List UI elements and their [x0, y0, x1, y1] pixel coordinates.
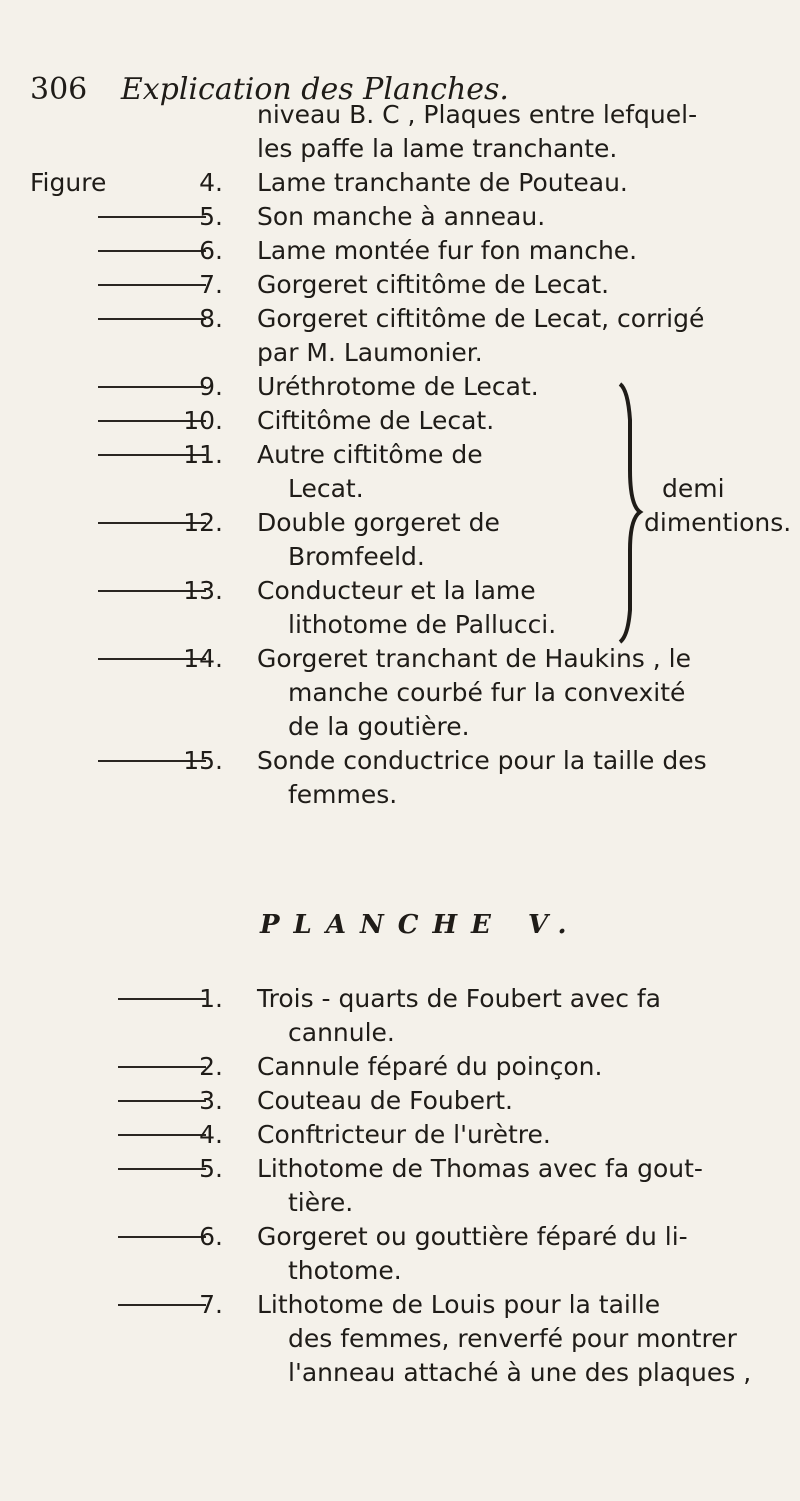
entry-number: 15. [183, 746, 223, 775]
entry-number: 7. [199, 1290, 223, 1319]
entry-text: Trois - quarts de Foubert avec fa [257, 984, 662, 1013]
entry-number: 5. [199, 1154, 223, 1183]
intro-line: niveau B. C , Plaques entre lefquel- [257, 100, 698, 129]
entry-text: Couteau de Foubert. [257, 1086, 513, 1115]
entry-text: cannule. [288, 1018, 395, 1047]
entry-text: des femmes, renverfé pour montrer [288, 1324, 737, 1353]
entry-text: Conftricteur de l'urètre. [257, 1120, 551, 1149]
entry-number: 12. [183, 508, 223, 537]
entry-text: Lame tranchante de Pouteau. [257, 168, 628, 197]
entry-number: 6. [199, 1222, 223, 1251]
entry-text: Lame montée fur fon manche. [257, 236, 638, 265]
entry-number: 1. [199, 984, 223, 1013]
entry-text: Lithotome de Thomas avec fa gout- [257, 1154, 703, 1183]
running-title: Explication des Planches. [120, 72, 509, 107]
entry-text: Conducteur et la lame [257, 576, 536, 605]
entry-text: Sonde conductrice pour la taille des [257, 746, 707, 775]
entry-text: femmes. [288, 780, 398, 809]
entry-text: Autre ciftitôme de [257, 440, 483, 469]
entry-text: Uréthrotome de Lecat. [257, 372, 539, 401]
figure-label: Figure [30, 168, 107, 197]
entry-text: de la goutière. [288, 712, 470, 741]
entry-number: 5. [199, 202, 223, 231]
entry-text: manche courbé fur la convexité [288, 678, 686, 707]
entry-text: Bromfeeld. [288, 542, 425, 571]
intro-line: les paffe la lame tranchante. [257, 134, 618, 163]
entry-text: Gorgeret ciftitôme de Lecat. [257, 270, 610, 299]
planche-title: PLANCHE V. [260, 910, 581, 940]
entry-text: Lecat. [288, 474, 364, 503]
entry-number: 14. [183, 644, 223, 673]
entry-number: 4. [199, 168, 223, 197]
entry-text: Cannule féparé du poinçon. [257, 1052, 603, 1081]
page-number: 306 [30, 72, 88, 107]
entry-text: Son manche à anneau. [257, 202, 546, 231]
entry-text: l'anneau attaché à une des plaques , [288, 1358, 752, 1387]
entry-number: 3. [199, 1086, 223, 1115]
entry-number: 7. [199, 270, 223, 299]
entry-text: Lithotome de Louis pour la taille [257, 1290, 661, 1319]
entry-text: Gorgeret ciftitôme de Lecat, corrigé [257, 304, 705, 333]
entry-text: Ciftitôme de Lecat. [257, 406, 495, 435]
entry-text: thotome. [288, 1256, 402, 1285]
entry-number: 11. [183, 440, 223, 469]
entry-text: lithotome de Pallucci. [288, 610, 557, 639]
entry-number: 8. [199, 304, 223, 333]
entry-number: 13. [183, 576, 223, 605]
entry-number: 10. [183, 406, 223, 435]
entry-text: tière. [288, 1188, 354, 1217]
brace-note: dimentions. [644, 508, 792, 537]
entry-text: Gorgeret tranchant de Haukins , le [257, 644, 691, 673]
entry-number: 4. [199, 1120, 223, 1149]
brace-note: demi [662, 474, 725, 503]
entry-number: 9. [199, 372, 223, 401]
entry-number: 2. [199, 1052, 223, 1081]
entry-number: 6. [199, 236, 223, 265]
entry-text: Gorgeret ou gouttière féparé du li- [257, 1222, 688, 1251]
entry-text: par M. Laumonier. [257, 338, 483, 367]
entry-text: Double gorgeret de [257, 508, 500, 537]
